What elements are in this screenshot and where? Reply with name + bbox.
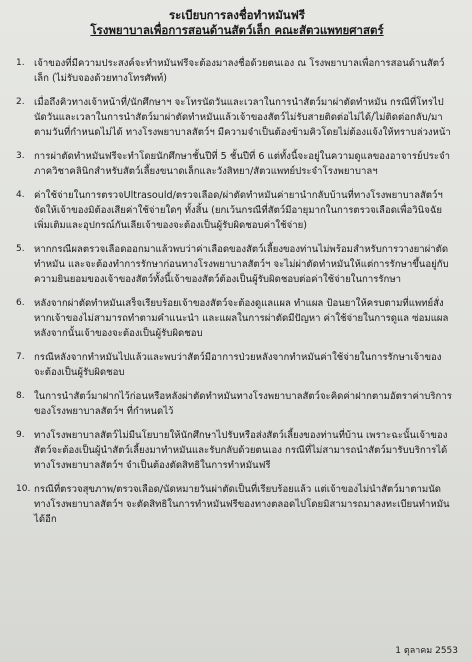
rule-item: [14, 389, 452, 419]
rule-item: [14, 350, 452, 380]
rule-number: 10.: [16, 484, 31, 494]
rule-text: หลังจากผ่าตัดทำหมันเสร็จเรียบร้อยเจ้าของสัตว์จะต้องดูแลแผล ทำแผล ป้อนยาให้ครบตามที่แพทย์สั่ง หากเจ้าของไม่สามารถทำตามคำแนะนำ และแผลในการผ่าตัดมีปัญหา ค่าใช้จ่ายในการดูแล ซ่อมแผลหลังจากนั้นเจ้าของจะต้องเป็นผู้รับผิดชอบ: [34, 298, 449, 339]
rule-number: 9.: [16, 430, 25, 440]
rule-number: 5.: [16, 244, 25, 254]
rule-number: 7.: [16, 352, 25, 362]
rule-item: [14, 188, 452, 233]
rule-text: การผ่าตัดทำหมันฟรีจะทำโดยนักศึกษาชั้นปีที่ 5 ชั้นปีที่ 6 แต่ทั้งนี้จะอยู่ในความดูแลของอาจารย์ประจำภาควิชาคลินิกสำหรับสัตว์เลี้ยงขนาดเล็กและวังสิทยา/สัตวแพทย์ประจำโรงพยาบาลฯ: [34, 151, 451, 177]
rule-item: [14, 482, 452, 527]
rule-text: กรณีที่ตรวจสุขภาพ/ตรวจเลือด/นัดหมายวันผ่าตัดเป็นที่เรียบร้อยแล้ว แต่เจ้าของไม่นำสัตว์มาตามนัดทางโรงพยาบาลสัตว์ฯ จะตัดสิทธิในการทำหมันฟรีของทางตลอดไปโดยมิสามารถมาลงทะเบียนทำหมันได้อีก: [34, 484, 450, 525]
rule-text: หากกรณีผลตรวจเลือดออกมาแล้วพบว่าค่าเลือดของสัตว์เลี้ยงของท่านไม่พร้อมสำหรับการวางยาผ่าตัดทำหมัน และจะต้องทำการรักษาก่อนทางโรงพยาบาลสัตว์ฯ จะไม่ผ่าตัดทำหมันให้แต่การรักษาขึ้นอยู่กับความยินยอมของเจ้าของสัตว์ทั้งนี้เจ้าของสัตว์ต้องเป็นผู้รับผิดชอบต่อค่าใช้จ่ายในการรักษา: [34, 244, 449, 285]
rule-item: [14, 149, 452, 179]
rule-number: 6.: [16, 298, 25, 308]
rule-item: [14, 56, 452, 86]
rule-item: [14, 428, 452, 473]
rules-list: [14, 56, 452, 527]
rule-text: กรณีหลังจากทำหมันไปแล้วและพบว่าสัตว์มีอาการป่วยหลังจากทำหมันค่าใช้จ่ายในการรักษาเจ้าของจะต้องเป็นผู้รับผิดชอบ: [34, 352, 442, 378]
document-date: 1 ตุลาคม 2553: [395, 646, 458, 656]
rule-text: เจ้าของที่มีความประสงค์จะทำหมันฟรีจะต้องมาลงชื่อด้วยตนเอง ณ โรงพยาบาลเพื่อการสอนด้านสัตว์เล็ก (ไม่รับจองด้วยทางโทรศัพท์): [34, 58, 445, 84]
rule-number: 2.: [16, 97, 25, 107]
rule-text: ในการนำสัตว์มาฝากไว้ก่อนหรือหลังผ่าตัดทำหมันทางโรงพยาบาลสัตว์จะคิดค่าฝากตามอัตราค่าบริการของโรงพยาบาลสัตว์ฯ ที่กำหนดไว้: [34, 391, 452, 417]
rule-text: ทางโรงพยาบาลสัตว์ไม่มีนโยบายให้นักศึกษาไปรับหรือส่งสัตว์เลี้ยงของท่านที่บ้าน เพราะฉะนั้นเจ้าของสัตว์จะต้องเป็นผู้นำสัตว์เลี้ยงมาทำหมันและรับกลับด้วยตนเอง กรณีที่ไม่สามารถนำสัตว์มารับบริการได้ทางโรงพยาบาลสัตว์ฯ จำเป็นต้องตัดสิทธิในการทำหมันฟรี: [34, 430, 448, 471]
rule-number: 8.: [16, 391, 25, 401]
rule-item: [14, 95, 452, 140]
rule-item: [14, 242, 452, 287]
document-subtitle: โรงพยาบาลเพื่อการสอนด้านสัตว์เล็ก คณะสัตวแพทยศาสตร์: [90, 23, 384, 37]
rule-item: [14, 296, 452, 341]
rule-number: 1.: [16, 58, 25, 68]
rule-number: 4.: [16, 190, 25, 200]
document-title: ระเบียบการลงชื่อทำหมันฟรี: [169, 8, 305, 22]
rule-text: ค่าใช้จ่ายในการตรวจUltrasould/ตรวจเลือด/ผ่าตัดทำหมันค่ายานำกลับบ้านที่ทางโรงพยาบาลสัตว์ฯ จัดให้เจ้าของมิต้องเสียค่าใช้จ่ายใดๆ ทั้งสิ้น (ยกเว้นกรณีที่สัตว์มีอายุมากในการตรวจเลือดเพื่อวินิจฉัยเพิ่มเติมและอุปกรณ์กันเลียเจ้าของจะต้องเป็นผู้รับผิดชอบค่าใช้จ่าย): [34, 190, 443, 231]
rule-number: 3.: [16, 151, 25, 161]
rule-text: เมื่อถึงคิวทางเจ้าหน้าที่/นักศึกษาฯ จะโทรนัดวันและเวลาในการนำสัตว์มาผ่าตัดทำหมัน กรณีที่โทรไปนัดวันและเวลาในการนำสัตว์มาผ่าตัดทำหมันแล้วเจ้าของสัตว์ไม่รับสายติดต่อไม่ได้/ไม่ติดต่อกลับ/มาตามวันที่กำหนดไม่ได้ ทางโรงพยาบาลสัตว์ฯ มีความจำเป็นต้องข้ามคิวโดยไม่ต้องแจ้งให้ทราบล่วงหน้า: [34, 97, 451, 138]
